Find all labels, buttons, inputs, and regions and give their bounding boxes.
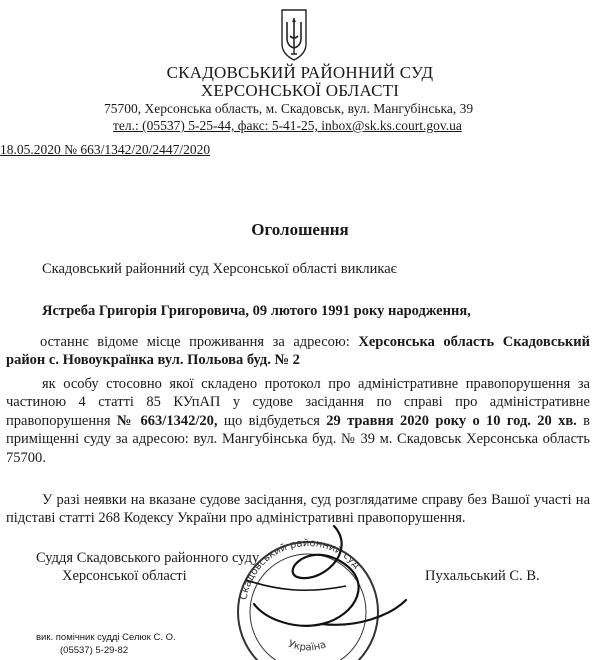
- judge-position-line1: Суддя Скадовського районного суду: [36, 550, 260, 566]
- svg-text:Україна: Україна: [286, 638, 328, 654]
- court-stamp-seal: [206, 520, 420, 660]
- coat-of-arms-icon: [279, 6, 309, 62]
- residence-address: Херсонська область Скадовський район с. Новоукраїнка вул. Польова буд. № 2: [6, 334, 590, 369]
- court-address: 75700, Херсонська область, м. Скадовськ, вул. Мангубінська, 39: [104, 101, 474, 116]
- warning-paragraph: [6, 491, 590, 528]
- court-name-line1: СКАДОВСЬКИЙ РАЙОННИЙ СУД: [166, 63, 434, 82]
- case-number: № 663/1342/20,: [116, 412, 218, 429]
- hearing-text-3: в приміщенні суду за адресою: вул. Мангубінська буд. № 39 м. Скадовськ Херсонська область 75700.: [6, 412, 590, 466]
- hearing-date: 29 травня 2020 року о 10 год. 20 хв.: [326, 412, 577, 429]
- warning-text: У разі неявки на вказане судове засідання, суд розглядатиме справу без Вашої участі на підставі статті 268 Кодексу України про адміністративні правопорушення.: [6, 492, 590, 527]
- residence-paragraph: [6, 333, 590, 370]
- court-contacts: тел.: (05537) 5-25-44, факс: 5-41-25, inbox@sk.ks.court.gov.ua: [113, 118, 462, 133]
- hearing-text-2: що відбудеться: [223, 412, 320, 429]
- document-reference: 18.05.2020 № 663/1342/20/2447/2020: [0, 142, 211, 157]
- hearing-text-1: як особу стосовно якої складено протокол про адміністративне правопорушення за частиною 4 статті 85 КУпАП у судове засідання по справі про адміністративне правопорушення: [6, 376, 590, 429]
- executor-phone: (05537) 5-29-82: [60, 645, 129, 656]
- announcement-title: Оголошення: [251, 220, 349, 239]
- judge-name: Пухальський С. В.: [425, 568, 540, 584]
- executor-line: вик. помічник судді Селюк С. О.: [36, 632, 176, 643]
- person-line: Ястреба Григорія Григоровича, 09 лютого 1991 року народження,: [42, 303, 471, 319]
- hearing-paragraph: [6, 375, 590, 467]
- judge-position-line2: Херсонської області: [62, 568, 187, 584]
- intro-line: Скадовський районний суд Херсонської області викликає: [42, 261, 397, 277]
- court-name-line2: ХЕРСОНСЬКОЇ ОБЛАСТІ: [200, 81, 400, 100]
- svg-text:Скадовський районний суд: Скадовський районний суд: [238, 537, 363, 601]
- residence-prefix: останнє відоме місце проживання за адресою:: [40, 334, 350, 350]
